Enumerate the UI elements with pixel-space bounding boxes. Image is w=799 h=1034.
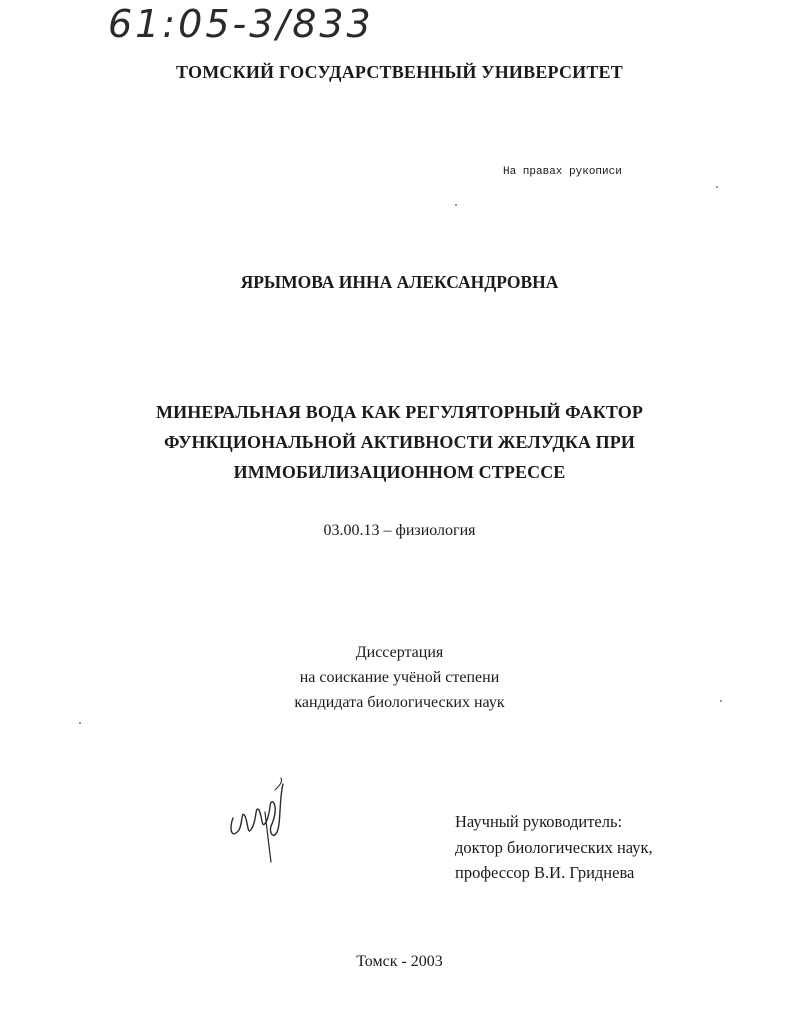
specialty-code: 03.00.13 – физиология: [323, 522, 476, 539]
scan-speck: [79, 722, 81, 724]
degree-line: на соискание учёной степени: [299, 669, 500, 686]
rights-note: На правах рукописи: [503, 166, 622, 178]
archive-code-handwritten: 61:05-3/833: [108, 2, 374, 46]
supervisor-label: Научный руководитель:: [455, 812, 623, 831]
scan-speck: [455, 204, 457, 206]
degree-field: кандидата биологических наук: [294, 694, 505, 711]
author-name: ЯРЫМОВА ИННА АЛЕКСАНДРОВНА: [240, 272, 559, 292]
supervisor-degree: доктор биологических наук,: [455, 838, 653, 857]
title-line-1: МИНЕРАЛЬНАЯ ВОДА КАК РЕГУЛЯТОРНЫЙ ФАКТОР: [156, 402, 643, 422]
handwritten-signature: [225, 770, 295, 865]
title-line-2: ФУНКЦИОНАЛЬНОЙ АКТИВНОСТИ ЖЕЛУДКА ПРИ: [164, 432, 635, 452]
university-name: ТОМСКИЙ ГОСУДАРСТВЕННЫЙ УНИВЕРСИТЕТ: [176, 62, 623, 82]
title-line-3: ИММОБИЛИЗАЦИОННОМ СТРЕССЕ: [233, 462, 566, 482]
scan-speck: [720, 700, 722, 702]
scan-speck: [716, 186, 718, 188]
supervisor-name: профессор В.И. Гриднева: [455, 863, 635, 882]
dissertation-label: Диссертация: [355, 644, 444, 661]
city-year: Томск - 2003: [356, 953, 443, 970]
